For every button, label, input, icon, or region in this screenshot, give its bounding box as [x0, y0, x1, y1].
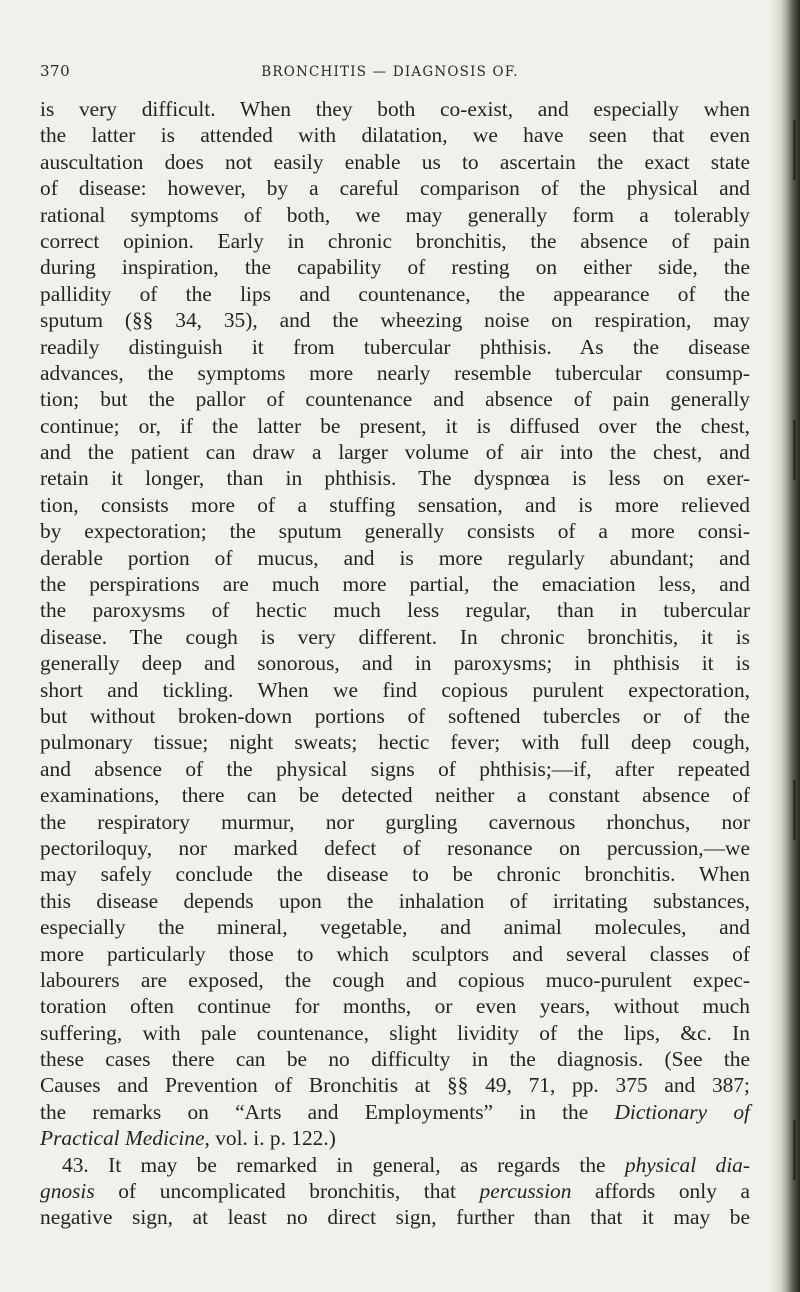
text-line: the paroxysms of hectic much less regular, than in tubercular [40, 598, 750, 623]
text-line: and absence of the physical signs of phthisis;—if, after repeated [40, 756, 750, 781]
text-line: by expectoration; the sputum generally consists of a more consi- [40, 519, 750, 544]
edge-streak [793, 1120, 796, 1180]
text-line: and the patient can draw a larger volume of air into the chest, and [40, 440, 750, 465]
text-line: correct opinion. Early in chronic bronchitis, the absence of pain [40, 228, 750, 253]
text-line: gnosis of uncomplicated bronchitis, that percussion affords only a [40, 1179, 751, 1204]
text-line: pulmonary tissue; night sweats; hectic fever; with full deep cough, [40, 730, 750, 755]
text-line: toration often continue for months, or even years, without much [40, 994, 750, 1019]
text-line: Causes and Prevention of Bronchitis at §§ 49, 71, pp. 375 and 387; [40, 1073, 750, 1098]
edge-streak [793, 120, 796, 180]
italic-title: Practical Medicine [40, 1126, 205, 1151]
text-line: labourers are exposed, the cough and copious muco-purulent expec- [40, 967, 750, 992]
text-line: this disease depends upon the inhalation of irritating substances, [40, 888, 750, 913]
text-line: advances, the symptoms more nearly resemble tubercular consump- [40, 360, 750, 385]
page-heading: BRONCHITIS — DIAGNOSIS OF. [261, 64, 519, 80]
text-line: may safely conclude the disease to be chronic bronchitis. When [40, 862, 750, 887]
italic-term: physical dia- [624, 1152, 750, 1177]
text-line: but without broken-down portions of softened tubercles or of the [40, 703, 750, 728]
text-line: tion; but the pallor of countenance and absence of pain generally [40, 387, 750, 412]
text-line: disease. The cough is very different. In chronic bronchitis, it is [40, 624, 750, 649]
text-line: derable portion of mucus, and is more regularly abundant; and [40, 545, 750, 570]
italic-title: Dictionary of [614, 1099, 750, 1124]
page-number: 370 [40, 62, 71, 80]
text-line: examinations, there can be detected neither a constant absence of [40, 783, 750, 808]
text-line: suffering, with pale countenance, slight lividity of the lips, &c. In [40, 1020, 750, 1045]
text-line: auscultation does not easily enable us to ascertain the exact state [40, 149, 750, 174]
text-line: 43. It may be remarked in general, as regards the physical dia- [62, 1152, 750, 1177]
text-line: especially the mineral, vegetable, and animal molecules, and [40, 915, 750, 940]
text-line: pectoriloquy, nor marked defect of resonance on percussion,—we [40, 835, 750, 860]
text-line: of disease: however, by a careful comparison of the physical and [40, 176, 750, 201]
edge-streak [793, 780, 796, 840]
text-line: pallidity of the lips and countenance, the appearance of the [40, 281, 750, 306]
text-line: rational symptoms of both, we may generally form a tolerably [40, 202, 750, 227]
text-line: is very difficult. When they both co-exist, and especially when [40, 97, 750, 121]
text-line: these cases there can be no difficulty in the diagnosis. (See the [40, 1047, 750, 1072]
edge-streak [793, 420, 796, 480]
page-edge-shadow [770, 0, 800, 1292]
text-line: the respiratory murmur, nor gurgling cavernous rhonchus, nor [40, 809, 750, 834]
text-line: tion, consists more of a stuffing sensation, and is more relieved [40, 492, 750, 517]
body-text [40, 96, 750, 1231]
running-head [30, 62, 750, 84]
text-line: the remarks on “Arts and Employments” in the Dictionary of [40, 1099, 750, 1124]
text-line: Practical Medicine, vol. i. p. 122.) [40, 1126, 336, 1151]
text-line: continue; or, if the latter be present, it is diffused over the chest, [40, 413, 750, 438]
text-line: the latter is attended with dilatation, we have seen that even [40, 123, 750, 148]
text-line: negative sign, at least no direct sign, further than that it may be [40, 1205, 750, 1230]
italic-term: percussion [479, 1179, 572, 1204]
text-line: retain it longer, than in phthisis. The dyspnœa is less on exer- [40, 466, 750, 491]
text-line: sputum (§§ 34, 35), and the wheezing noise on respiration, may [40, 308, 750, 333]
text-line: more particularly those to which sculptors and several classes of [40, 941, 750, 966]
paragraph-1 [40, 96, 750, 1099]
text-line: readily distinguish it from tubercular phthisis. As the disease [40, 334, 750, 359]
text-line: during inspiration, the capability of resting on either side, the [40, 255, 750, 280]
text-line: short and tickling. When we find copious purulent expectoration, [40, 677, 750, 702]
italic-term: gnosis [40, 1179, 95, 1204]
text-line: generally deep and sonorous, and in paroxysms; in phthisis it is [40, 651, 750, 676]
text-line: the perspirations are much more partial, the emaciation less, and [40, 572, 750, 597]
